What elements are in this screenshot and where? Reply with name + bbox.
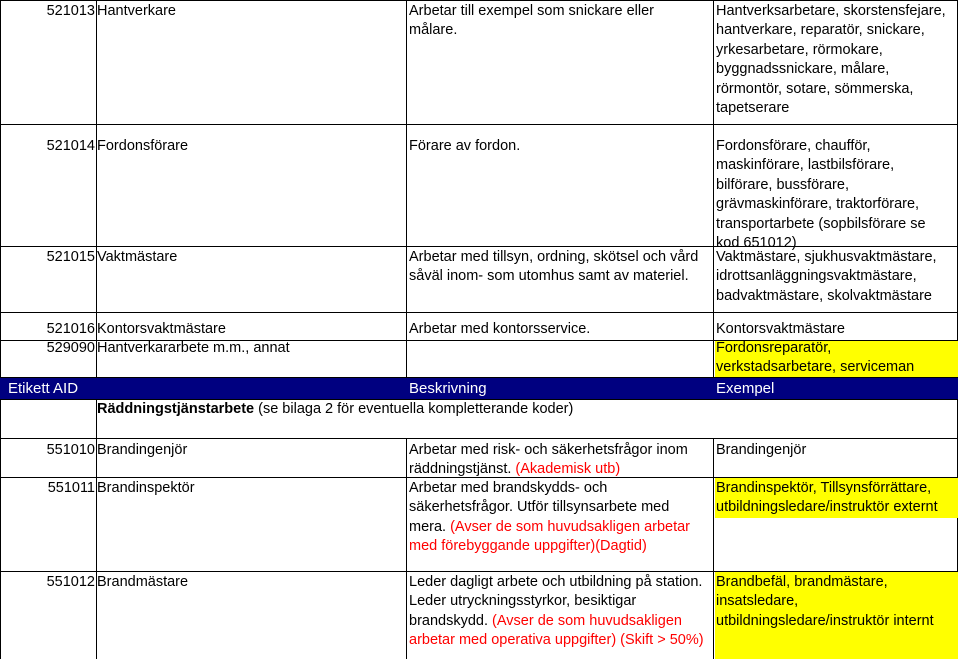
row-description: Arbetar till exempel som snickare eller xyxy=(409,3,654,19)
grid-line xyxy=(713,0,714,377)
grid-line xyxy=(406,0,407,377)
row-example: Hantverksarbetare, skorstensfejare, xyxy=(716,3,946,19)
grid-line xyxy=(0,438,958,439)
section-heading xyxy=(97,400,573,419)
row-example: verkstadsarbetare, serviceman xyxy=(716,359,915,376)
row-description: Arbetar med tillsyn, ordning, skötsel och vård xyxy=(409,249,699,265)
note-text: arbetar med operativa uppgifter) (Skift > 50%) xyxy=(409,632,704,649)
row-description xyxy=(409,441,688,460)
row-name: Brandmästare xyxy=(97,574,189,590)
row-example: transportarbete (sopbilsförare se xyxy=(716,215,926,232)
row-example: grävmaskinförare, traktorförare, xyxy=(716,196,920,213)
row-description xyxy=(409,460,620,479)
description-text: räddningstjänst. xyxy=(409,461,516,478)
header-exempel: Exempel xyxy=(716,380,775,397)
row-description xyxy=(409,518,690,537)
row-example: kod 651012) xyxy=(716,235,797,251)
note-text: (Avser de som huvudsakligen xyxy=(492,612,682,629)
row-code: 551010 xyxy=(46,442,95,458)
row-description: såväl inom- som utomhus samt av materiel. xyxy=(409,268,689,285)
row-description xyxy=(409,612,682,631)
row-example: maskinförare, lastbilsförare, xyxy=(716,157,895,174)
grid-line xyxy=(0,571,958,572)
row-example: utbildningsledare/instruktör externt xyxy=(716,499,938,516)
row-name: Fordonsförare xyxy=(97,138,189,154)
grid-line xyxy=(406,438,407,659)
row-code: 521015 xyxy=(46,249,95,265)
row-code: 521014 xyxy=(46,138,95,154)
row-description xyxy=(409,573,702,592)
section-note: (se bilaga 2 för eventuella kompletterande koder) xyxy=(254,401,574,417)
grid-line xyxy=(713,438,714,659)
row-code: 521016 xyxy=(46,321,95,337)
row-example: hantverkare, reparatör, snickare, xyxy=(716,22,925,39)
row-example: badvaktmästare, skolvaktmästare xyxy=(716,287,932,304)
header-etikett-aid: Etikett AID xyxy=(8,380,79,397)
grid-line xyxy=(0,312,958,313)
description-text: Leder utryckningsstyrkor, besiktigar xyxy=(409,593,637,610)
row-example: utbildningsledare/instruktör internt xyxy=(716,612,934,629)
row-example: rörmontör, sotare, sömmerska, xyxy=(716,80,914,97)
description-text: säkerhetsfrågor. Utför tillsynsarbete med xyxy=(409,499,670,516)
description-text: mera. xyxy=(409,518,451,535)
grid-line xyxy=(96,399,97,659)
note-text: (Avser de som huvudsakligen arbetar xyxy=(450,518,691,535)
row-example: Brandbefäl, brandmästare, xyxy=(716,574,888,590)
grid-line xyxy=(0,0,958,1)
grid-line xyxy=(0,246,958,247)
row-description: Förare av fordon. xyxy=(409,138,521,154)
section-title: Räddningstjänstarbete xyxy=(97,401,255,417)
row-name: Brandinspektör xyxy=(97,480,195,496)
row-example: Brandinspektör, Tillsynsförrättare, xyxy=(716,480,932,496)
row-name: Vaktmästare xyxy=(97,249,178,265)
row-description xyxy=(409,537,647,556)
description-text: Arbetar med brandskydds- och xyxy=(409,480,608,496)
row-name: Hantverkare xyxy=(97,3,176,19)
row-name: Kontorsvaktmästare xyxy=(97,321,226,337)
row-description: målare. xyxy=(409,22,458,39)
row-description xyxy=(409,592,636,611)
note-text: (Akademisk utb) xyxy=(515,461,621,478)
row-name: Hantverkararbete m.m., annat xyxy=(97,340,290,356)
row-example: yrkesarbetare, rörmokare, xyxy=(716,41,883,58)
row-code: 551011 xyxy=(47,480,95,496)
row-description xyxy=(409,498,669,517)
row-example: insatsledare, xyxy=(716,593,799,610)
description-text: Arbetar med risk- och säkerhetsfrågor inom xyxy=(409,442,688,458)
row-code: 529090 xyxy=(46,340,95,356)
row-name: Brandingenjör xyxy=(97,442,188,458)
row-description: Arbetar med kontorsservice. xyxy=(409,321,591,337)
row-example: bilförare, bussförare, xyxy=(716,176,849,193)
row-example: Fordonsreparatör, xyxy=(716,340,832,356)
description-text: brandskydd. xyxy=(409,612,493,629)
description-text: Leder dagligt arbete och utbildning på station. xyxy=(409,574,703,590)
row-example: byggnadssnickare, målare, xyxy=(716,61,890,78)
row-example: Fordonsförare, chaufför, xyxy=(716,138,871,154)
row-code: 551012 xyxy=(46,574,95,590)
row-code: 521013 xyxy=(46,3,95,19)
row-example: idrottsanläggningsvaktmästare, xyxy=(716,268,917,285)
header-beskrivning: Beskrivning xyxy=(409,380,487,397)
row-description xyxy=(409,631,704,650)
grid-line xyxy=(0,124,958,125)
row-example: Kontorsvaktmästare xyxy=(716,321,845,337)
row-example: Vaktmästare, sjukhusvaktmästare, xyxy=(716,249,937,265)
note-text: med förebyggande uppgifter)(Dagtid) xyxy=(409,538,647,555)
row-example: tapetserare xyxy=(716,100,790,116)
row-example: Brandingenjör xyxy=(716,442,807,458)
row-description xyxy=(409,479,607,498)
